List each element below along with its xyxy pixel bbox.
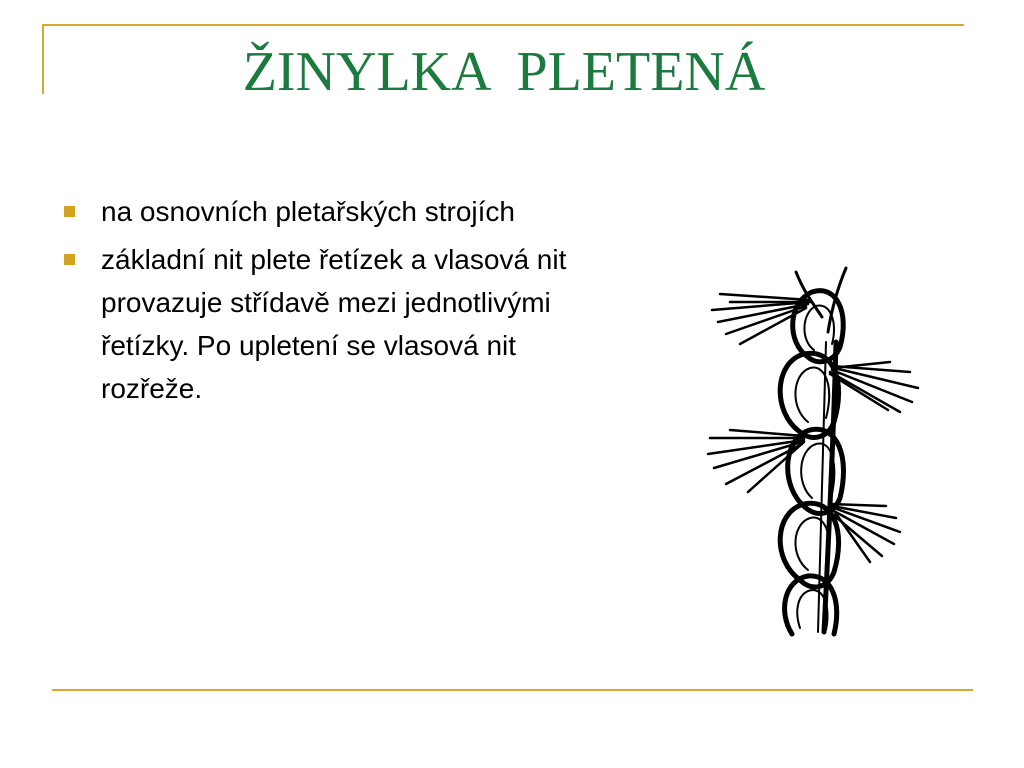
bullet-text: na osnovních pletařských strojích (101, 196, 515, 227)
top-rule (42, 24, 964, 26)
bullet-list (62, 190, 622, 415)
square-bullet-icon (64, 206, 75, 217)
bullet-item (62, 238, 622, 410)
bullet-item (62, 190, 622, 233)
square-bullet-icon (64, 254, 75, 265)
knitted-chain-stitch-icon (700, 262, 930, 642)
bottom-rule (52, 689, 973, 691)
bullet-text: základní nit plete řetízek a vlasová nit provazuje střídavě mezi jednotlivými řetízky. Po upletení se vlasová nit rozřeže. (101, 244, 567, 404)
slide-title: ŽINYLKA PLETENÁ (242, 41, 766, 103)
